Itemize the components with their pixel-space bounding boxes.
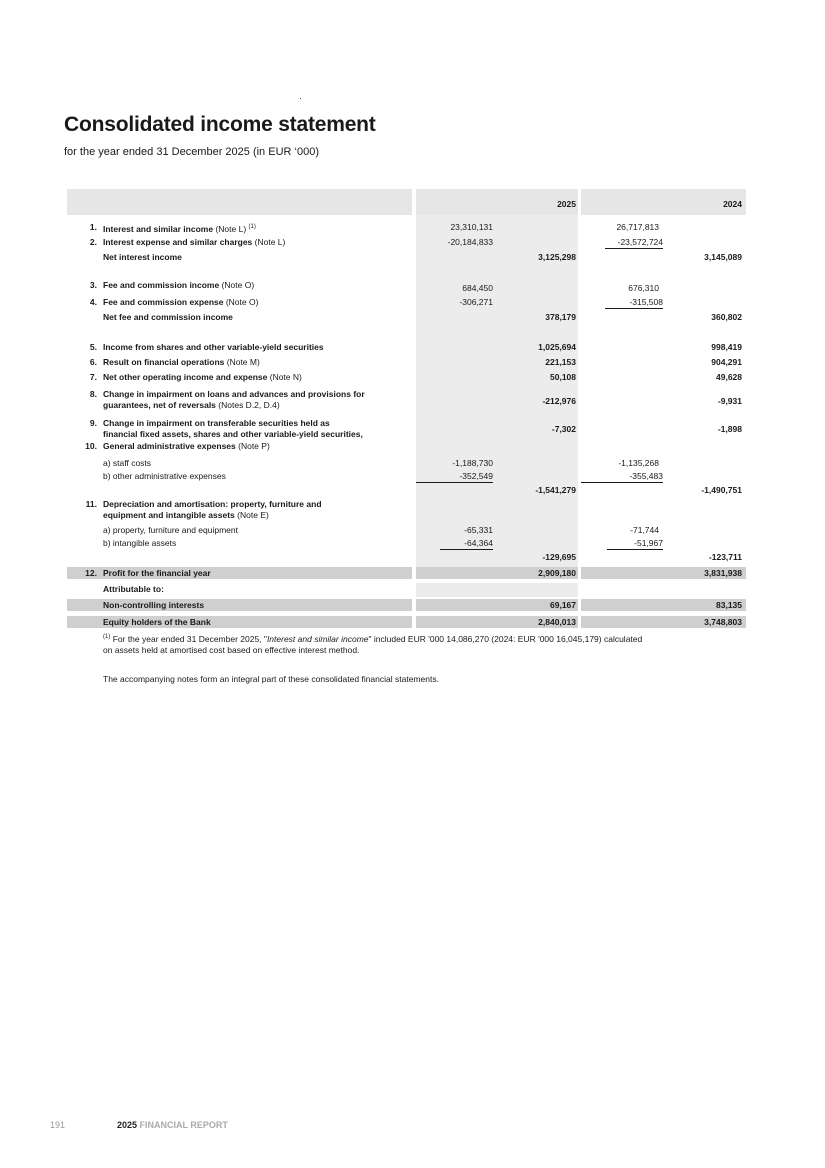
sub-item-label: a) property, furniture and equipment — [103, 525, 238, 535]
subtotal-label: Net fee and commission income — [103, 312, 233, 322]
notes-notice: The accompanying notes form an integral part of these consolidated financial statements. — [103, 674, 439, 684]
footnote-marker: (1) — [103, 634, 111, 640]
row-label-text: guarantees, net of reversals — [103, 400, 216, 410]
attributable-label: Attributable to: — [103, 584, 164, 594]
amount-2025: -352,549 — [416, 471, 493, 483]
total-2025: 221,153 — [545, 357, 576, 367]
row-note: (Note P) — [235, 441, 270, 451]
sub-item-label: b) other administrative expenses — [103, 471, 226, 481]
row-label — [103, 297, 258, 308]
amount-2025: -64,364 — [440, 538, 493, 550]
page-subtitle: for the year ended 31 December 2025 (in EUR ‘000) — [64, 146, 319, 158]
row-label-text: Fee and commission expense — [103, 297, 224, 307]
total-2025: 69,167 — [550, 600, 576, 610]
total-2024: 904,291 — [711, 357, 742, 367]
row-label — [103, 357, 260, 368]
row-label — [103, 237, 285, 248]
row-number: 11. — [85, 499, 97, 509]
row-number: 2. — [89, 237, 97, 247]
column-2025-shading — [416, 215, 578, 567]
column-header-2025: 2025 — [557, 199, 576, 209]
footnote-text-line2: on assets held at amortised cost based on effective interest method. — [103, 644, 360, 655]
subtotal-label: Net interest income — [103, 252, 182, 262]
amount-2025: -20,184,833 — [447, 237, 493, 247]
row-label-line2 — [103, 400, 280, 411]
footnote-ref: (1) — [248, 224, 256, 230]
row-number: 7. — [89, 372, 97, 382]
row-number: 1. — [89, 222, 97, 232]
row-label-text: Fee and commission income — [103, 280, 220, 290]
row-label-text: General administrative expenses — [103, 441, 236, 451]
stray-dot — [300, 98, 301, 99]
row-label — [103, 222, 256, 235]
row-number: 6. — [89, 357, 97, 367]
attributable-row-shading — [416, 583, 578, 597]
total-2025: 1,025,694 — [538, 342, 576, 352]
row-label-text: equipment and intangible assets — [103, 510, 235, 520]
footnote-text-pre: For the year ended 31 December 2025, " — [110, 633, 267, 644]
total-2024: -9,931 — [717, 396, 742, 406]
report-name: FINANCIAL REPORT — [137, 1120, 228, 1130]
total-2025: -129,695 — [542, 552, 576, 562]
row-number: 10. — [85, 441, 97, 451]
total-2025: 50,108 — [550, 372, 576, 382]
amount-2024: 26,717,813 — [616, 222, 659, 232]
row-label: Income from shares and other variable-yield securities — [103, 342, 324, 352]
page-title: Consolidated income statement — [64, 113, 376, 136]
row-note: (Note E) — [234, 510, 269, 520]
row-number: 9. — [89, 418, 97, 428]
total-2024: 3,145,089 — [704, 252, 742, 262]
sub-item-label: b) intangible assets — [103, 538, 177, 548]
amount-2024: -51,967 — [607, 538, 663, 550]
amount-2024: 676,310 — [628, 283, 659, 293]
row-label-text: Interest expense and similar charges — [103, 237, 253, 247]
row-label: Profit for the financial year — [103, 568, 211, 578]
row-note: (Note N) — [267, 372, 302, 382]
amount-2025: 23,310,131 — [450, 222, 493, 232]
row-label — [103, 372, 302, 383]
row-label: Equity holders of the Bank — [103, 617, 211, 627]
footnote — [103, 632, 753, 656]
row-number: 5. — [89, 342, 97, 352]
total-2024: 3,831,938 — [704, 568, 742, 578]
row-label-line2 — [103, 510, 269, 521]
amount-2025: -1,188,730 — [452, 458, 493, 468]
total-2024: -1,898 — [717, 424, 742, 434]
total-2025: 2,840,013 — [538, 617, 576, 627]
total-2025: -1,541,279 — [535, 485, 576, 495]
row-note: (Note M) — [224, 357, 260, 367]
row-number: 8. — [89, 389, 97, 399]
row-note: (Note L) — [213, 223, 249, 234]
row-note: (Note L) — [252, 237, 286, 247]
row-label-line2: financial fixed assets, shares and other variable-yield securities, — [103, 429, 363, 439]
total-2025: -212,976 — [542, 396, 576, 406]
footnote-text-post: " included EUR '000 14,086,270 (2024: EUR '000 16,045,179) calculated — [368, 633, 643, 644]
row-note: (Note O) — [223, 297, 259, 307]
total-2025: 2,909,180 — [538, 568, 576, 578]
row-note: (Notes D.2, D.4) — [215, 400, 280, 410]
amount-2024: -1,135,268 — [618, 458, 659, 468]
total-2024: -1,490,751 — [701, 485, 742, 495]
report-footer — [117, 1120, 228, 1130]
total-2024: 360,802 — [711, 312, 742, 322]
amount-2024: -23,572,724 — [605, 237, 663, 249]
footnote-text-em: Interest and similar income — [266, 633, 369, 644]
header-band-label — [67, 189, 412, 215]
row-label-line1: Change in impairment on loans and advances and provisions for — [103, 389, 365, 399]
total-2024: 49,628 — [716, 372, 742, 382]
total-2025: 378,179 — [545, 312, 576, 322]
row-number: 12. — [85, 568, 97, 578]
amount-2025: -65,331 — [464, 525, 493, 535]
total-2024: 83,135 — [716, 600, 742, 610]
total-2025: 3,125,298 — [538, 252, 576, 262]
total-2024: 3,748,803 — [704, 617, 742, 627]
total-2024: -123,711 — [708, 552, 742, 562]
amount-2024: -315,508 — [605, 297, 663, 309]
page-number: 191 — [50, 1120, 66, 1130]
row-label: Non-controlling interests — [103, 600, 205, 610]
row-note: (Note O) — [219, 280, 255, 290]
sub-item-label: a) staff costs — [103, 458, 152, 468]
amount-2025: -306,271 — [459, 297, 493, 307]
row-label — [103, 280, 254, 291]
total-2024: 998,419 — [711, 342, 742, 352]
total-2025: -7,302 — [551, 424, 576, 434]
row-label — [103, 441, 270, 452]
row-label-text: Net other operating income and expense — [103, 372, 268, 382]
column-header-2024: 2024 — [723, 199, 742, 209]
row-number: 4. — [89, 297, 97, 307]
row-label-line1: Change in impairment on transferable securities held as — [103, 418, 330, 428]
amount-2024: -355,483 — [581, 471, 663, 483]
amount-2024: -71,744 — [630, 525, 659, 535]
report-year: 2025 — [117, 1120, 138, 1130]
row-label-text: Result on financial operations — [103, 357, 225, 367]
row-label-text: Interest and similar income — [103, 223, 214, 234]
amount-2025: 684,450 — [462, 283, 493, 293]
row-number: 3. — [89, 280, 97, 290]
row-label-line1: Depreciation and amortisation: property, furniture and — [103, 499, 322, 509]
